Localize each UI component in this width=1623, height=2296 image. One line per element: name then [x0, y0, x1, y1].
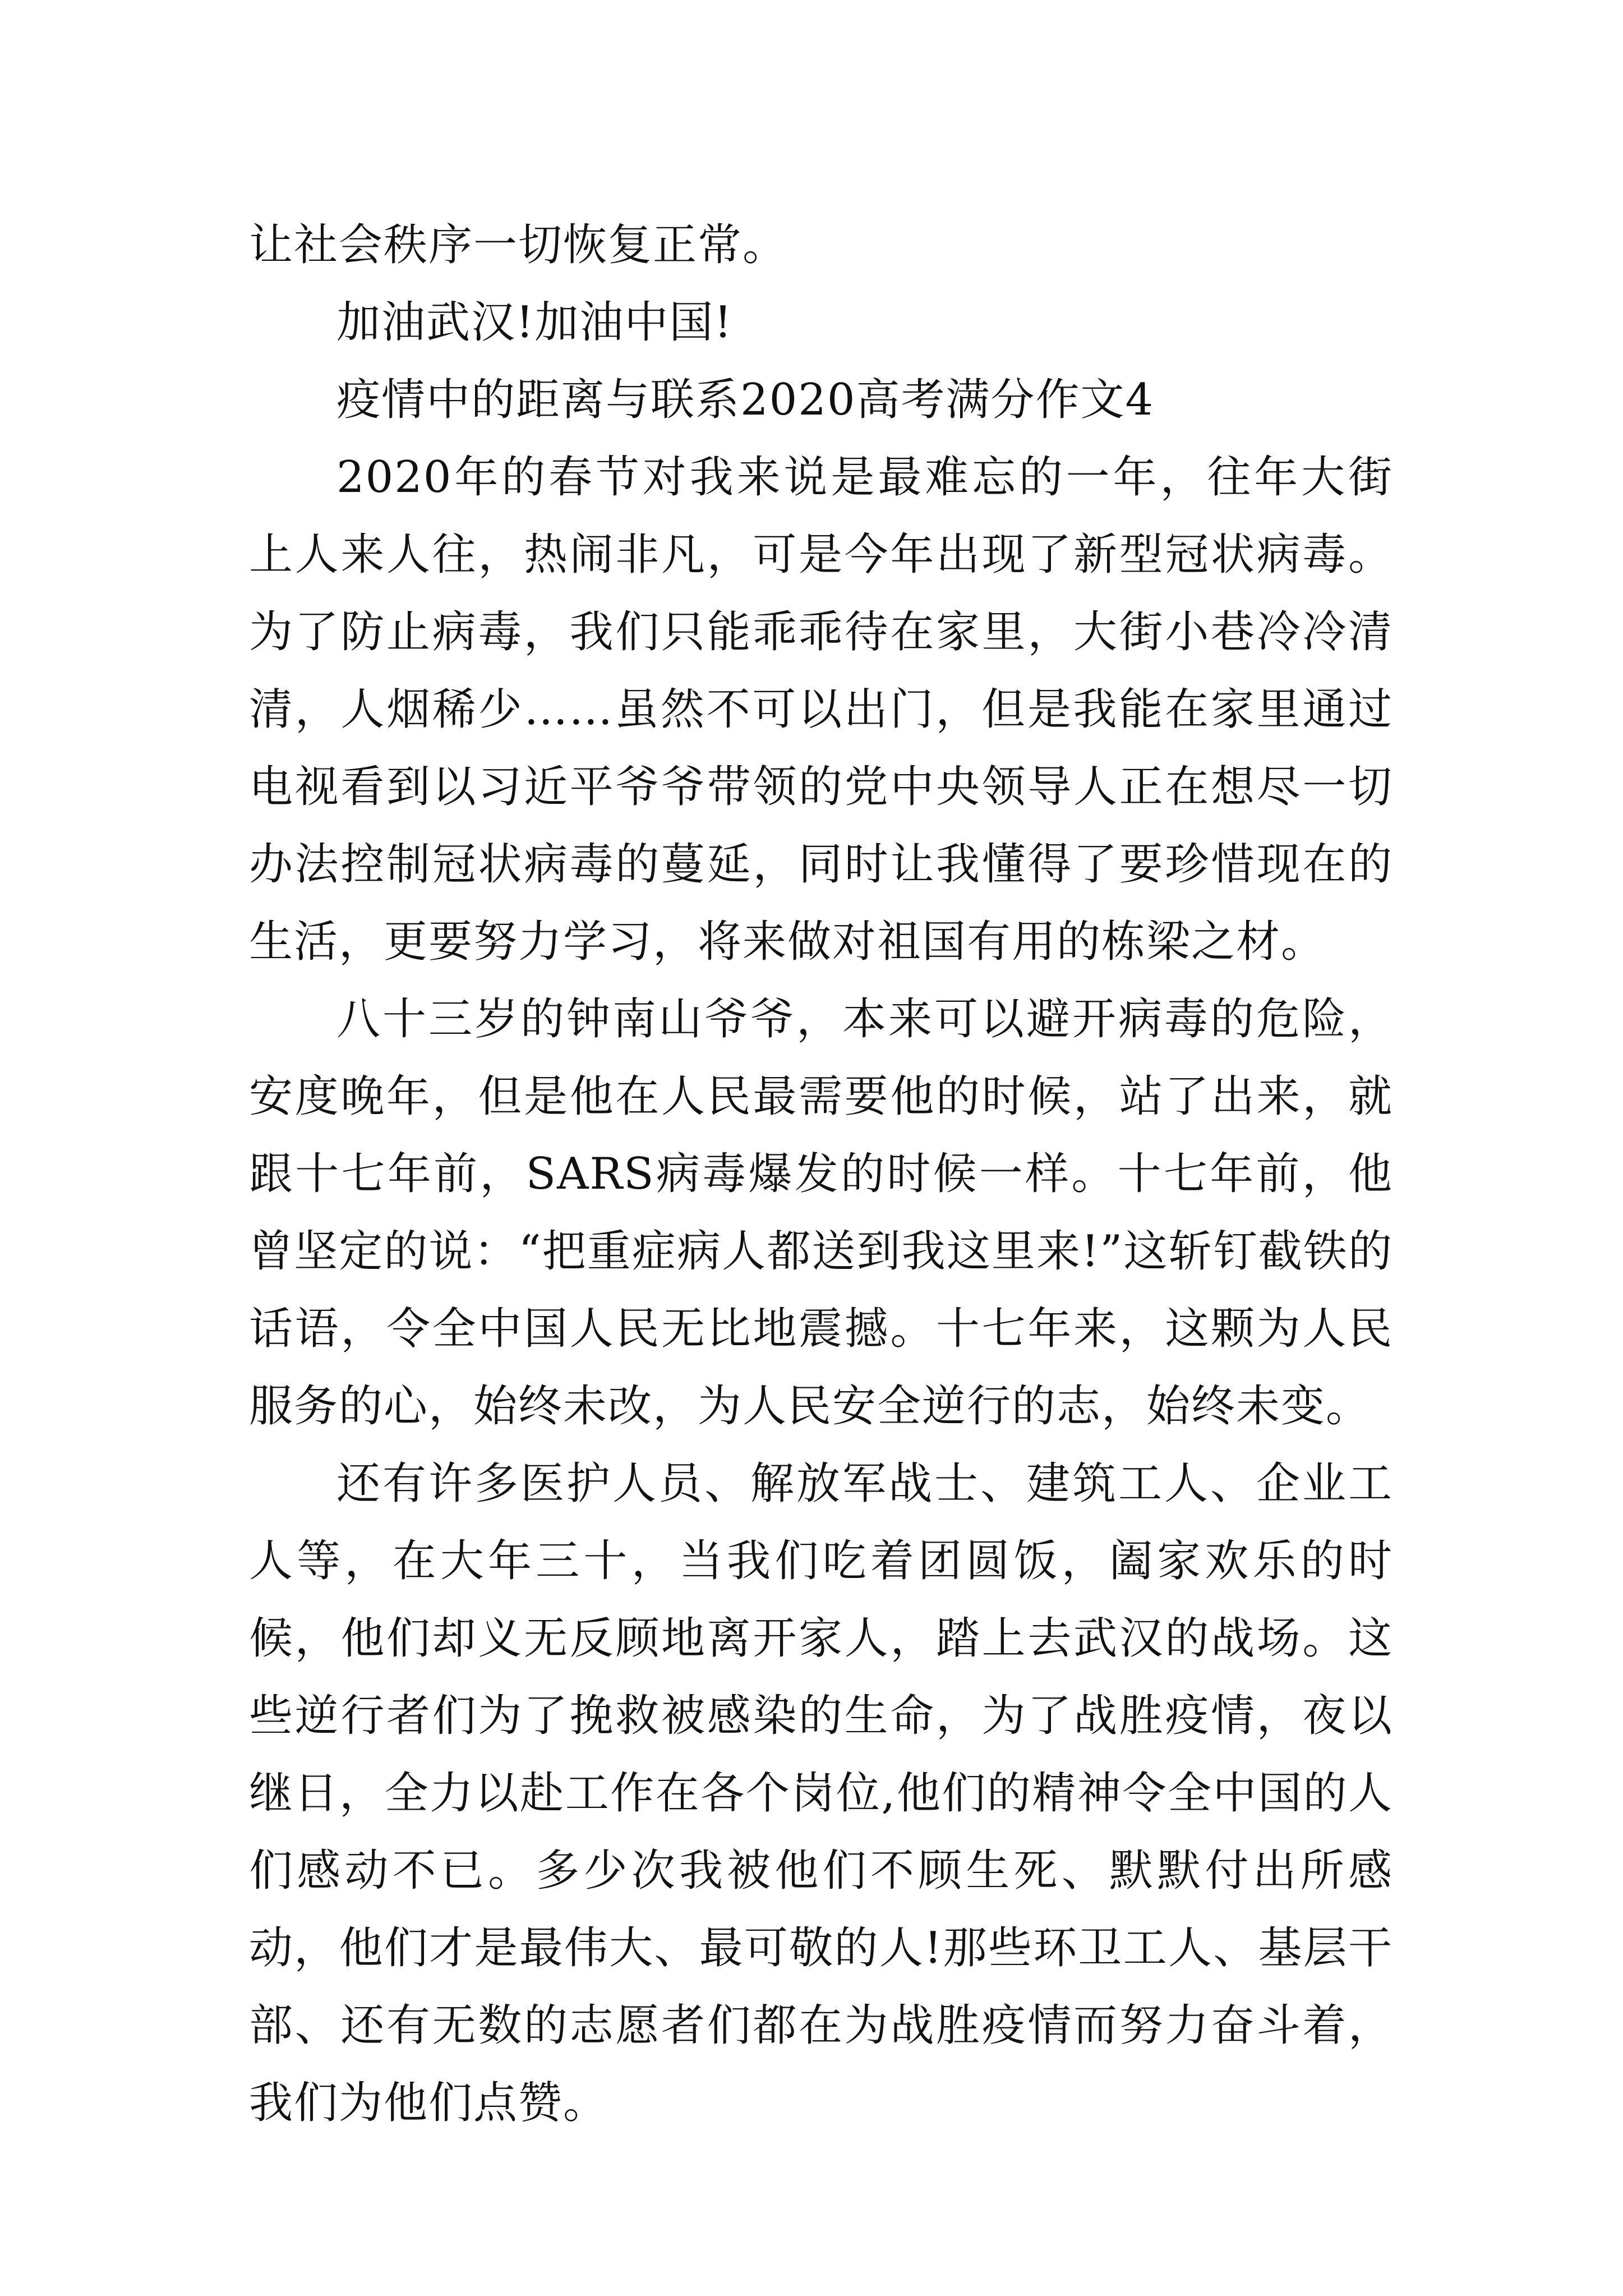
paragraph-3: 2020年的春节对我来说是最难忘的一年，往年大街上人来人往，热闹非凡，可是今年出现了新型冠状病毒。为了防止病毒，我们只能乖乖待在家里，大街小巷冷冷清清，人烟稀少……虽然不可以出门，但是我能在家里通过电视看到以习近平爷爷带领的党中央领导人正在想尽一切办法控制冠状病毒的蔓延，同时让我懂得了要珍惜现在的生活，更要努力学习，将来做对祖国有用的栋梁之材。 [249, 452, 1393, 967]
document-body [249, 206, 1393, 2142]
paragraph-4: 八十三岁的钟南山爷爷，本来可以避开病毒的危险，安度晚年，但是他在人民最需要他的时候，站了出来，就跟十七年前，SARS病毒爆发的时候一样。十七年前，他曾坚定的说：“把重症病人都送到我这里来!”这斩钉截铁的话语，令全中国人民无比地震撼。十七年来，这颗为人民服务的心，始终未改，为人民安全逆行的志，始终未变。 [249, 994, 1393, 1432]
paragraph-5: 还有许多医护人员、解放军战士、建筑工人、企业工人等，在大年三十，当我们吃着团圆饭，阖家欢乐的时候，他们却义无反顾地离开家人，踏上去武汉的战场。这些逆行者们为了挽救被感染的生命，为了战胜疫情，夜以继日，全力以赴工作在各个岗位,他们的精神令全中国的人们感动不已。多少次我被他们不顾生死、默默付出所感动，他们才是最伟大、最可敬的人!那些环卫工人、基层干部、还有无数的志愿者们都在为战胜疫情而努力奋斗着，我们为他们点赞。 [249, 1458, 1393, 2128]
section-title: 疫情中的距离与联系2020高考满分作文4 [336, 375, 1155, 425]
paragraph-1: 让社会秩序一切恢复正常。 [249, 220, 788, 270]
paragraph-2: 加油武汉!加油中国! [336, 297, 733, 348]
